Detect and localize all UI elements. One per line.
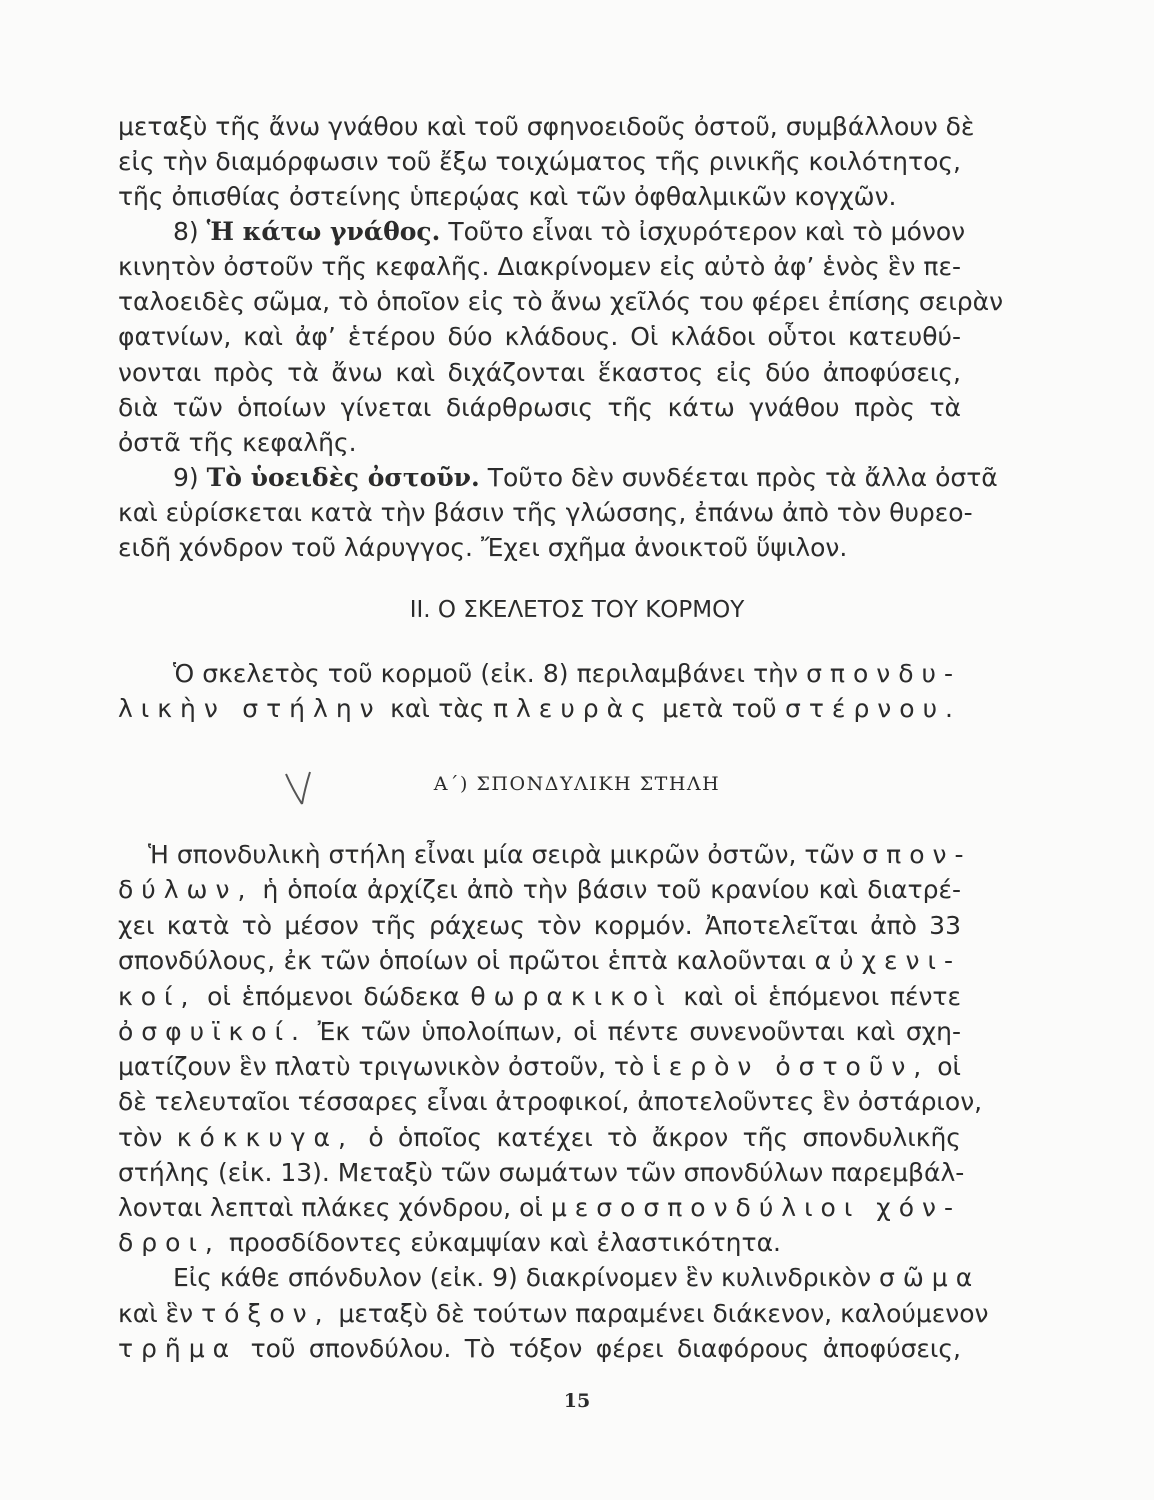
text-line: καὶ εὑρίσκεται κατὰ τὴν βάσιν τῆς γλώσσης, ἐπάνω ἀπὸ τὸν θυρεο- (118, 498, 973, 527)
term-heading: Τὸ ὑοειδὲς ὀστοῦν. (206, 463, 480, 492)
text-line: κινητὸν ὀστοῦν τῆς κεφαλῆς. Διακρίνομεν εἰς αὐτὸ ἀφ’ ἑνὸς ἓν πε- (118, 252, 961, 281)
text-line: νονται πρὸς τὰ ἄνω καὶ διχάζονται ἕκαστος εἰς δύο ἀποφύσεις, (118, 358, 961, 387)
paragraph-item-9: 9) Τὸ ὑοειδὲς ὀστοῦν. Τοῦτο δὲν συνδέεται πρὸς τὰ ἄλλα ὀστᾶ (173, 463, 998, 492)
text-line: Ὁ σκελετὸς τοῦ κορμοῦ (εἰκ. 8) περιλαμβάνει τὴν σπονδυ- (173, 659, 962, 688)
text-line: ματίζουν ἓν πλατὺ τριγωνικὸν ὀστοῦν, τὸ ἱερὸν ὀστοῦν, οἱ (118, 1052, 961, 1081)
text-line: λονται λεπταὶ πλάκες χόνδρου, οἱ μεσοσπονδύλιοι χόν- (118, 1193, 961, 1222)
text-line: ὀστᾶ τῆς κεφαλῆς. (118, 428, 357, 457)
paragraph-item-8: 8) Ἡ κάτω γνάθος. Τοῦτο εἶναι τὸ ἰσχυρότερον καὶ τὸ μόνον (173, 217, 966, 246)
subsection-title: Α΄) ΣΠΟΝΔΥΛΙΚΗ ΣΤΗΛΗ (433, 773, 721, 795)
text-line: Ἡ σπονδυλικὴ στήλη εἶναι μία σειρὰ μικρῶν ὀστῶν, τῶν σπον- (148, 840, 972, 869)
text-line: ὀσφυϊκοί. Ἐκ τῶν ὑπολοίπων, οἱ πέντε συνενοῦνται καὶ σχη- (118, 1017, 961, 1046)
text-line: καὶ ἓν τόξον, μεταξὺ δὲ τούτων παραμένει διάκενον, καλούμενον (118, 1299, 989, 1328)
text-line: τῆς ὀπισθίας ὀστείνης ὑπερῴας καὶ τῶν ὀφθαλμικῶν κογχῶν. (118, 182, 897, 211)
text-line: τρῆμα τοῦ σπονδύλου. Τὸ τόξον φέρει διαφόρους ἀποφύσεις, (118, 1334, 961, 1363)
text-line: τὸν κόκκυγα, ὁ ὁποῖος κατέχει τὸ ἄκρον τῆς σπονδυλικῆς (118, 1123, 961, 1152)
text-line: διὰ τῶν ὁποίων γίνεται διάρθρωσις τῆς κάτω γνάθου πρὸς τὰ (118, 393, 961, 422)
text-line: εἰς τὴν διαμόρφωσιν τοῦ ἔξω τοιχώματος τῆς ρινικῆς κοιλότητος, (118, 147, 961, 176)
text-line: στήλης (εἰκ. 13). Μεταξὺ τῶν σωμάτων τῶν σπονδύλων παρεμβάλ- (118, 1158, 965, 1187)
text-line: δροι, προσδίδοντες εὐκαμψίαν καὶ ἐλαστικότητα. (118, 1228, 781, 1257)
term-heading: Ἡ κάτω γνάθος. (206, 217, 441, 246)
page-number: 15 (563, 1390, 591, 1412)
text-line: Εἰς κάθε σπόνδυλον (εἰκ. 9) διακρίνομεν ἓν κυλινδρικὸν σῶμα (173, 1263, 981, 1292)
text-line: ειδῆ χόνδρον τοῦ λάρυγγος. Ἔχει σχῆμα ἀνοικτοῦ ὕψιλον. (118, 533, 848, 562)
text-line: δὲ τελευταῖοι τέσσαρες εἶναι ἀτροφικοί, ἀποτελοῦντες ἓν ὀστάριον, (118, 1087, 983, 1116)
text-line: μεταξὺ τῆς ἄνω γνάθου καὶ τοῦ σφηνοειδοῦς ὀστοῦ, συμβάλλουν δὲ (118, 112, 975, 141)
item-number: 8) (173, 217, 199, 246)
text-line: δύλων, ἡ ὁποία ἀρχίζει ἀπὸ τὴν βάσιν τοῦ κρανίου καὶ διατρέ- (118, 875, 961, 904)
item-number: 9) (173, 463, 199, 492)
text-line: χει κατὰ τὸ μέσον τῆς ράχεως τὸν κορμόν. Ἀποτελεῖται ἀπὸ 33 (118, 911, 961, 940)
text-line: φατνίων, καὶ ἀφ’ ἑτέρου δύο κλάδους. Οἱ κλάδοι οὗτοι κατευθύ- (118, 322, 961, 351)
text-line: σπονδύλους, ἐκ τῶν ὁποίων οἱ πρῶτοι ἑπτὰ καλοῦνται αὐχενι- (118, 946, 961, 975)
text-line: ταλοειδὲς σῶμα, τὸ ὁποῖον εἰς τὸ ἄνω χεῖλός του φέρει ἐπίσης σειρὰν (118, 287, 1004, 316)
text-line: λικὴν στήλην καὶ τὰς πλευρὰς μετὰ τοῦ στέρνου. (118, 694, 961, 723)
text-line: κοί, οἱ ἑπόμενοι δώδεκα θωρακικοὶ καὶ οἱ ἑπόμενοι πέντε (118, 982, 961, 1011)
section-title: ΙΙ. Ο ΣΚΕΛΕΤΟΣ ΤΟΥ ΚΟΡΜΟΥ (409, 597, 745, 623)
